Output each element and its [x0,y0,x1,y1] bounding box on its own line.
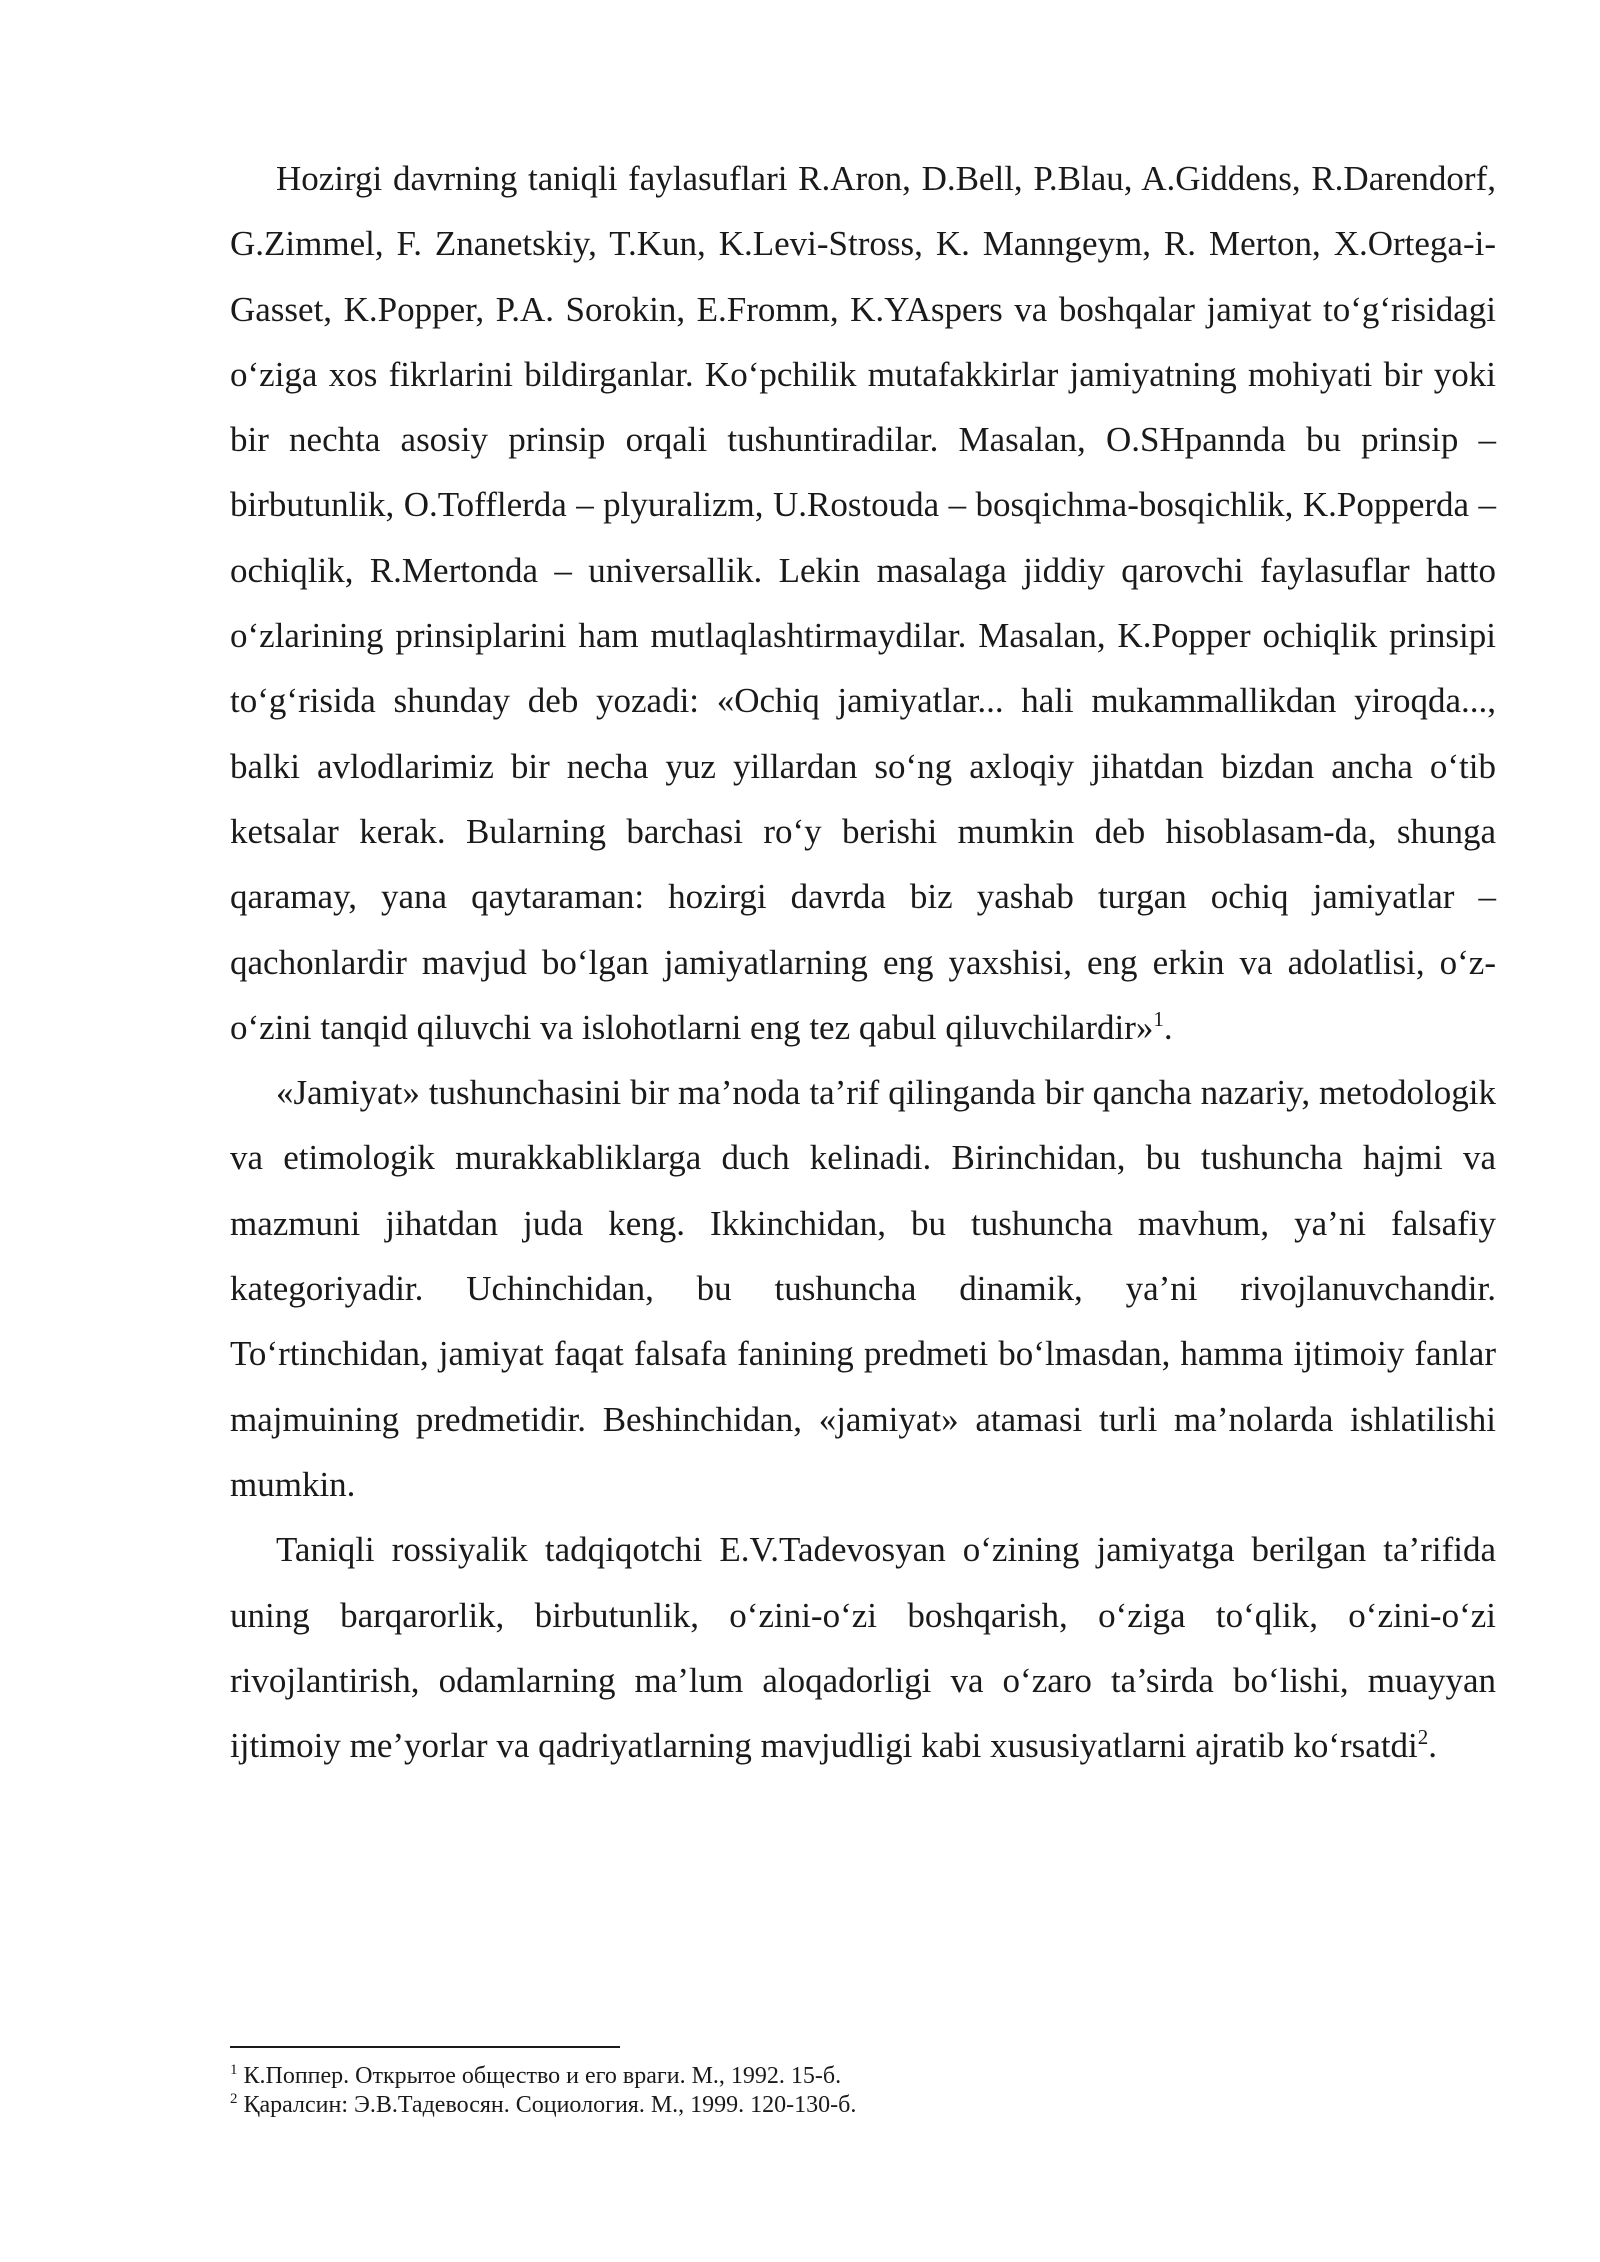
footnote-1-text: К.Поппер. Открытое общество и его враги. М., 1992. 15-б. [243,2063,842,2089]
paragraph-2 [230,1060,1496,1517]
footnote-separator [230,2046,620,2048]
footnote-2-text: Қаралсин: Э.В.Тадевосян. Социология. М., 1999. 120-130-б. [243,2092,857,2118]
footnotes [230,2062,1496,2120]
footnote-ref-2: 2 [1417,1725,1429,1750]
paragraph-1-text: Hozirgi davrning taniqli faylasuflari R.Aron, D.Bell, P.Blau, A.Giddens, R.Darendorf, G.Zimmel, F. Znanetskiy, T.Kun, K.Levi-Stross, K. Manngeym, R. Merton, X.Ortega-i-Gasset, K.Popper, P.A. Sorokin, E.Fromm, K.YAspers va boshqalar jamiyat to‘g‘risidagi o‘ziga xos fikrlarini bildirganlar. Ko‘pchilik mutafakkirlar jamiyatning mohiyati bir yoki bir nechta asosiy prinsip orqali tushuntiradilar. Masalan, O.SHpannda bu prinsip – birbutunlik, O.Tofflerda – plyuralizm, U.Rostouda – bosqichma-bosqichlik, K.Popperda – ochiqlik, R.Mertonda – universallik. Lekin masalaga jiddiy qarovchi faylasuflar hatto o‘zlarining prinsiplarini ham mutlaqlashtirmaydilar. Masalan, K.Popper ochiqlik prinsipi to‘g‘risida shunday deb yozadi: «Ochiq jamiyatlar... hali mukammallikdan yiroqda..., balki avlodlarimiz bir necha yuz yillardan so‘ng axloqiy jihatdan bizdan ancha o‘tib ketsalar kerak. Bularning barchasi ro‘y berishi mumkin deb hisoblasam-da, shunga qaramay, yana qaytaraman: hozirgi davrda biz yashab turgan ochiq jamiyatlar – qachonlardir mavjud bo‘lgan jamiyatlarning eng yaxshisi, eng erkin va adolatlisi, o‘z-o‘zini tanqid qiluvchi va islohotlarni eng tez qabul qiluvchilardir» [230,159,1496,1047]
paragraph-3-end: . [1428,1726,1438,1766]
paragraph-2-text: «Jamiyat» tushunchasini bir ma’noda ta’rif qilinganda bir qancha nazariy, metodologik va etimologik murakkabliklarga duch kelinadi. Birinchidan, bu tushuncha hajmi va mazmuni jihatdan juda keng. Ikkinchidan, bu tushuncha mavhum, ya’ni falsafiy kategoriyadir. Uchinchidan, bu tushuncha dinamik, ya’ni rivojlanuvchandir. To‘rtinchidan, jamiyat faqat falsafa fanining predmeti bo‘lmasdan, hamma ijtimoiy fanlar majmuining predmetidir. Beshinchidan, «jamiyat» atamasi turli ma’nolarda ishlatilishi mumkin. [230,1073,1496,1504]
paragraph-1 [230,146,1496,1060]
paragraph-1-end: . [1163,1007,1173,1047]
footnote-ref-1: 1 [1153,1006,1164,1031]
footnote-1-number: 1 [230,2062,238,2078]
footnote-2-number: 2 [230,2091,238,2107]
footnote-2 [230,2091,1496,2120]
main-text [230,146,1496,1778]
footnote-1 [230,2062,1496,2091]
paragraph-3-text: Taniqli rossiyalik tadqiqotchi E.V.Tadevosyan o‘zining jamiyatga berilgan ta’rifida uning barqarorlik, birbutunlik, o‘zini-o‘zi boshqarish, o‘ziga to‘qlik, o‘zini-o‘zi rivojlantirish, odamlarning ma’lum aloqadorligi va o‘zaro ta’sirda bo‘lishi, muayyan ijtimoiy me’yorlar va qadriyatlarning mavjudligi kabi xususiyatlarni ajratib ko‘rsatdi [230,1530,1496,1766]
paragraph-3 [230,1517,1496,1778]
